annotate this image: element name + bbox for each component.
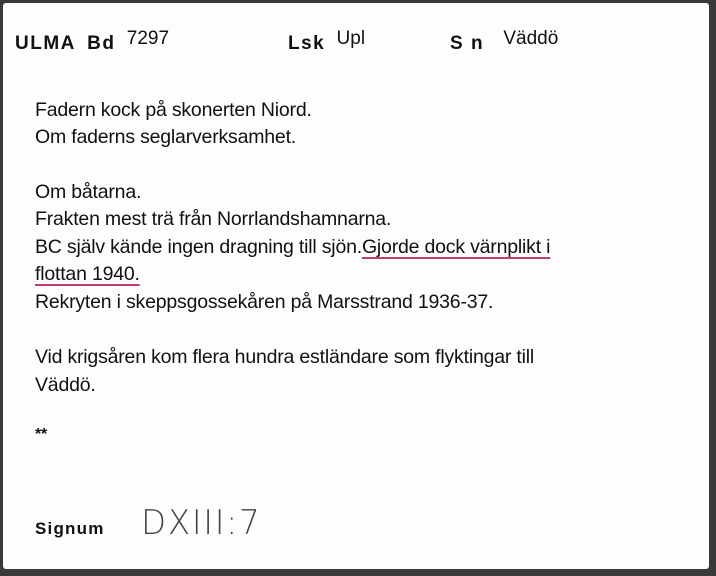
lsk-label: Lsk — [288, 33, 326, 54]
body-line-4: Frakten mest trä från Norrlandshamnarna. — [35, 208, 392, 230]
index-card — [3, 3, 709, 569]
signum-value: DXIII:7 — [141, 503, 262, 543]
body-line-7: Rekryten i skeppsgossekåren på Marsstrand 1936-37. — [35, 291, 494, 313]
archive-label: ULMA — [15, 33, 76, 54]
underlined-text-2: flottan 1940. — [35, 263, 140, 285]
bd-value: 7297 — [126, 28, 170, 49]
signum-label: Signum — [35, 519, 105, 538]
sn-field — [450, 28, 559, 55]
body-line-3: Om båtarna. — [35, 181, 142, 203]
bd-label: Bd — [87, 33, 116, 54]
body-line-1: Fadern kock på skonerten Niord. — [35, 99, 312, 121]
lsk-field — [288, 28, 366, 55]
sn-value: Väddö — [503, 28, 559, 49]
underlined-text: Gjorde dock värnplikt i — [361, 236, 551, 258]
body-line-8: Vid krigsåren kom flera hundra estländare som flyktingar till — [35, 346, 535, 368]
body-line-6 — [35, 263, 140, 286]
body-line-10: ** — [35, 426, 48, 443]
body-line-9: Väddö. — [35, 374, 96, 396]
body-line-5-text: BC själv kände ingen dragning till sjön. — [35, 236, 362, 258]
body-line-2: Om faderns seglarverksamhet. — [35, 126, 297, 148]
body-line-5 — [35, 236, 550, 259]
sn-label: S n — [450, 33, 485, 54]
archive-field — [15, 28, 170, 55]
lsk-value: Upl — [336, 28, 366, 49]
